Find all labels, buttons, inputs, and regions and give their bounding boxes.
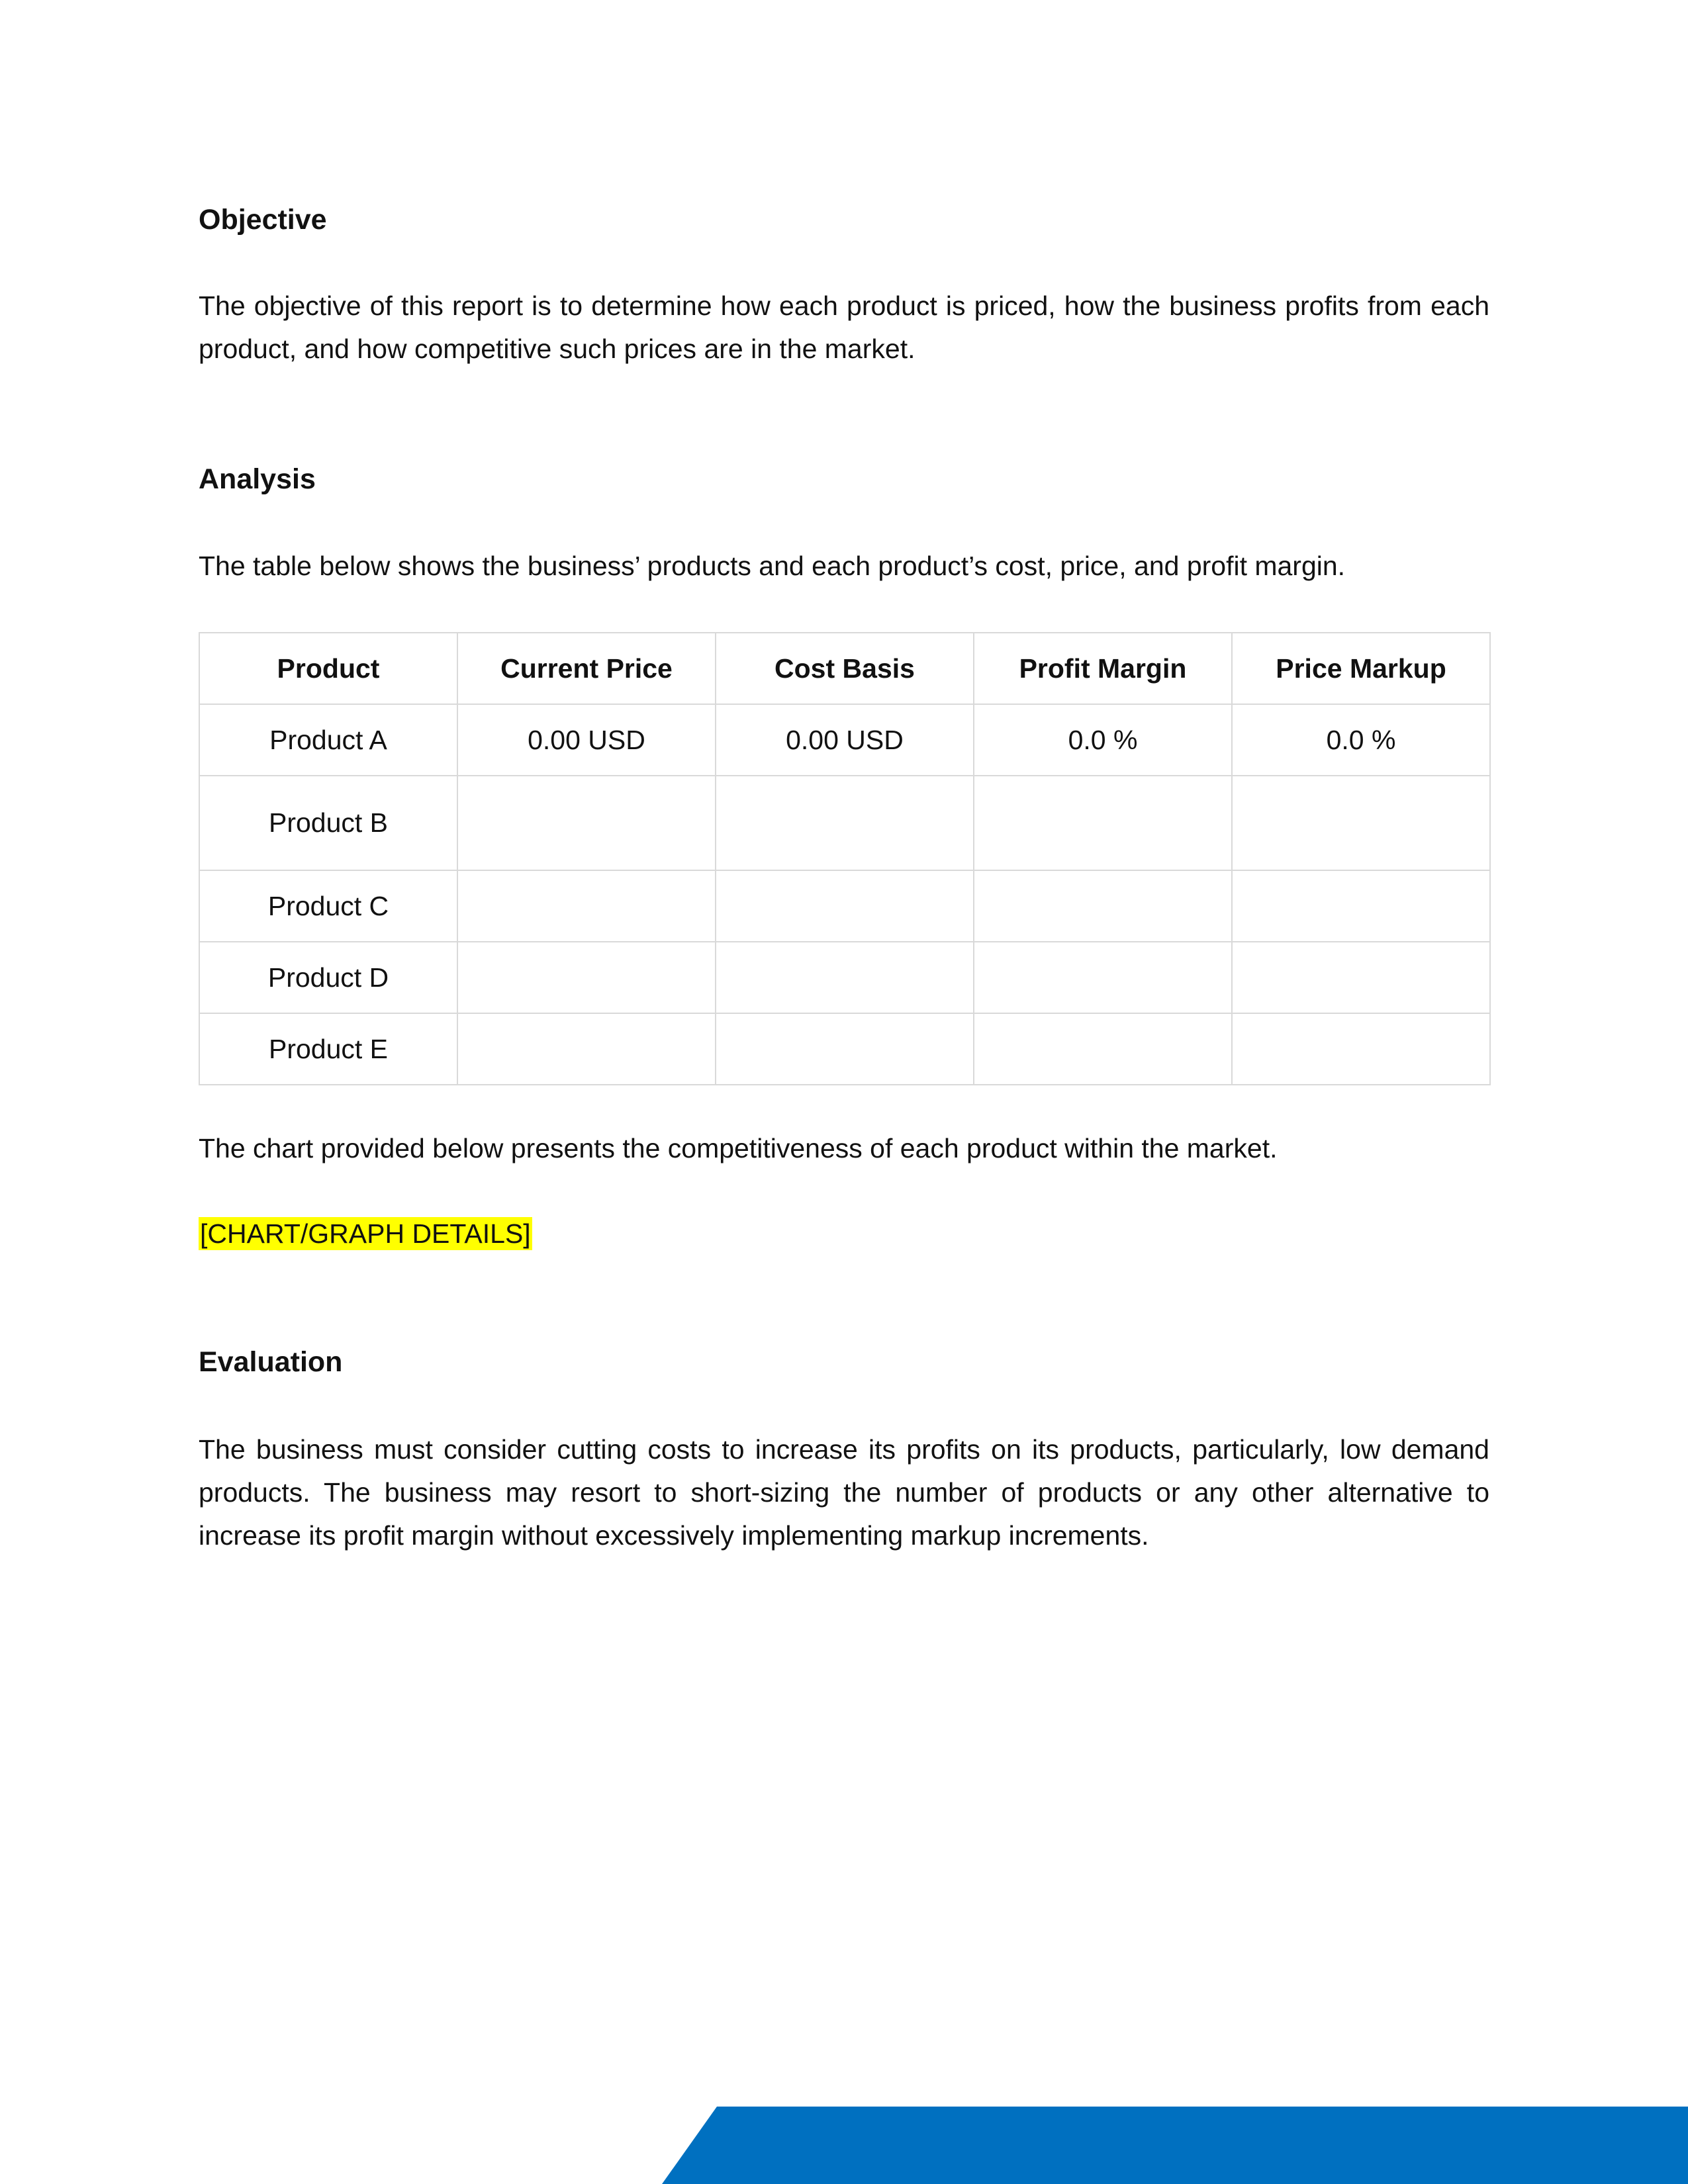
chart-placeholder: [CHART/GRAPH DETAILS] — [200, 1218, 531, 1249]
table-cell — [1232, 1013, 1490, 1085]
header-cost-basis: Cost Basis — [716, 633, 974, 704]
table-cell: 0.00 USD — [457, 704, 716, 776]
table-cell: 0.00 USD — [716, 704, 974, 776]
table-cell — [457, 870, 716, 942]
table-cell — [716, 870, 974, 942]
table-row — [199, 704, 1490, 776]
header-profit-margin: Profit Margin — [974, 633, 1232, 704]
header-product: Product — [199, 633, 457, 704]
table-cell — [457, 1013, 716, 1085]
table-row — [199, 942, 1490, 1013]
analysis-intro-paragraph: The table below shows the business’ products and each product’s cost, price, and profit margin. — [199, 551, 1346, 581]
product-pricing-table — [199, 632, 1491, 1085]
table-row — [199, 1013, 1490, 1085]
table-row — [199, 776, 1490, 870]
objective-heading: Objective — [199, 204, 327, 236]
header-price-markup: Price Markup — [1232, 633, 1490, 704]
footer-blue-trapezoid — [662, 2107, 1688, 2184]
table-cell — [457, 776, 716, 870]
table-cell — [974, 1013, 1232, 1085]
table-cell — [716, 776, 974, 870]
table-cell — [716, 942, 974, 1013]
table-cell — [1232, 942, 1490, 1013]
table-cell — [974, 776, 1232, 870]
table-cell: Product D — [199, 942, 457, 1013]
analysis-heading: Analysis — [199, 463, 316, 495]
table-cell: Product A — [199, 704, 457, 776]
table-cell — [974, 942, 1232, 1013]
table-cell — [1232, 776, 1490, 870]
table-row — [199, 870, 1490, 942]
evaluation-paragraph: The business must consider cutting costs to increase its profits on its products, particularly, low demand products. The business may resort to short-sizing the number of products or any other alternative to increase its profit margin without excessively implementing markup increments. — [199, 1434, 1489, 1551]
table-cell: Product E — [199, 1013, 457, 1085]
table-cell — [1232, 870, 1490, 942]
table-cell — [716, 1013, 974, 1085]
chart-intro-paragraph: The chart provided below presents the competitiveness of each product within the market. — [199, 1133, 1278, 1163]
header-current-price: Current Price — [457, 633, 716, 704]
table-cell — [974, 870, 1232, 942]
table-header-row — [199, 633, 1490, 704]
evaluation-heading: Evaluation — [199, 1346, 343, 1378]
table-cell: Product C — [199, 870, 457, 942]
table-cell: Product B — [199, 776, 457, 870]
table-cell: 0.0 % — [1232, 704, 1490, 776]
table-cell: 0.0 % — [974, 704, 1232, 776]
objective-paragraph: The objective of this report is to determine how each product is priced, how the business profits from each product, and how competitive such prices are in the market. — [199, 291, 1489, 364]
table-cell — [457, 942, 716, 1013]
